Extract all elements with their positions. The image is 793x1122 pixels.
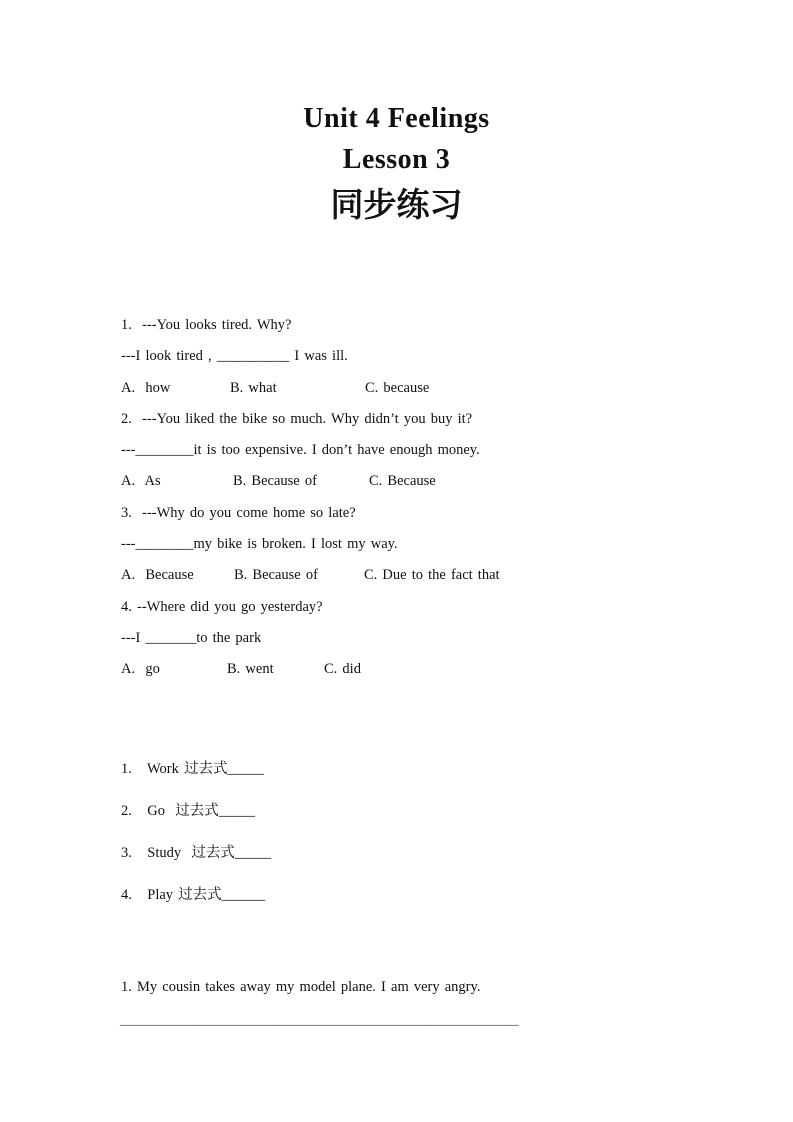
question-4-option-a: A. go [121, 661, 160, 678]
multiple-choice-section [121, 310, 681, 686]
question-3-option-c: C. Due to the fact that [364, 567, 500, 584]
past-tense-item-4: 4. Play 过去式______ [121, 887, 266, 903]
question-3-prompt: 3. ---Why do you come home so late? [121, 504, 356, 521]
past-tense-section [121, 748, 621, 916]
question-3-option-b: B. Because of [234, 567, 318, 584]
past-tense-item-3: 3. Study 过去式_____ [121, 845, 272, 861]
question-2-option-b: B. Because of [233, 473, 317, 490]
question-1-options [121, 373, 681, 404]
question-4-prompt: 4. --Where did you go yesterday? [121, 598, 323, 615]
question-2-prompt: 2. ---You liked the bike so much. Why didn’t you buy it? [121, 410, 473, 427]
question-1-option-b: B. what [230, 379, 277, 396]
title-lesson: Lesson 3 [342, 144, 451, 175]
question-4-options [121, 654, 681, 685]
writing-sentence-1: 1. My cousin takes away my model plane. I am very angry. [121, 979, 481, 995]
question-4-option-b: B. went [227, 661, 274, 678]
question-4-option-c: C. did [324, 661, 361, 678]
question-1-response: ---I look tired , __________ I was ill. [121, 348, 348, 365]
question-1-option-a: A. how [121, 379, 171, 396]
writing-answer-blank-line: _______________________________________________________ [120, 1012, 519, 1028]
title-block [0, 98, 793, 227]
question-2-option-c: C. Because [369, 473, 436, 490]
question-1-prompt: 1. ---You looks tired. Why? [121, 317, 292, 333]
question-3-option-a: A. Because [121, 567, 194, 584]
question-2-option-a: A. As [121, 473, 161, 490]
question-1-option-c: C. because [365, 379, 430, 396]
question-3-options [121, 560, 681, 591]
question-2-options [121, 466, 681, 497]
question-3-response: ---________my bike is broken. I lost my way. [121, 536, 398, 553]
question-4-response: ---I _______to the park [121, 629, 262, 646]
question-2-response: ---________it is too expensive. I don’t have enough money. [121, 442, 480, 459]
title-unit: Unit 4 Feelings [303, 103, 490, 134]
past-tense-item-1: 1. Work 过去式_____ [121, 761, 264, 777]
past-tense-item-2: 2. Go 过去式_____ [121, 803, 255, 819]
title-subtitle-chinese: 同步练习 [330, 186, 463, 223]
